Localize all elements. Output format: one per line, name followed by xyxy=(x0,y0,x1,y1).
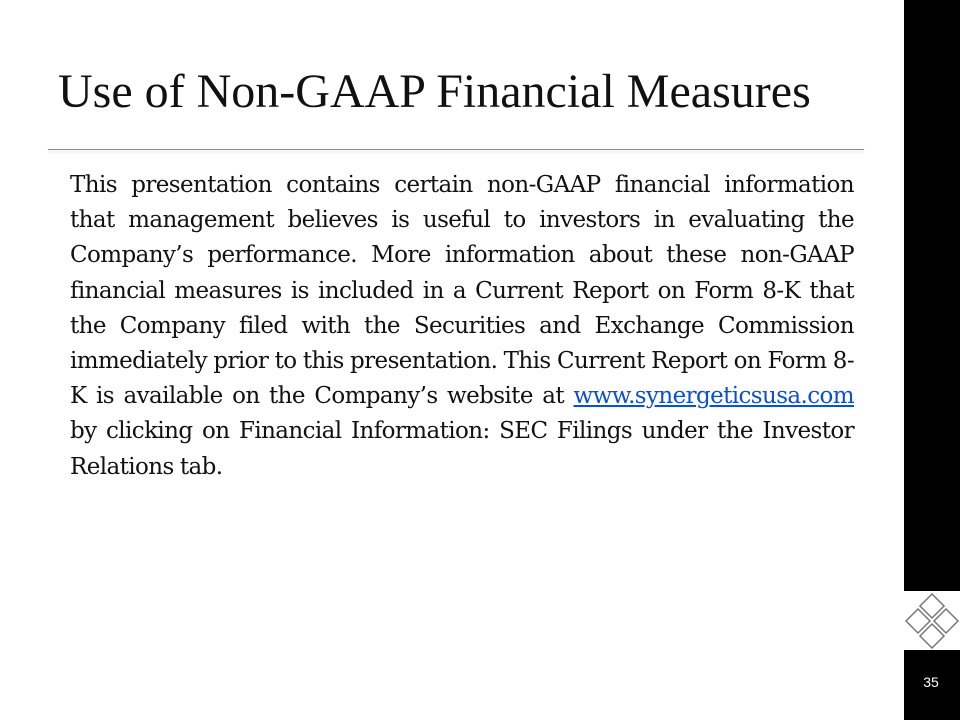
body-paragraph xyxy=(70,168,854,485)
website-link[interactable]: www.synergeticsusa.com xyxy=(573,383,854,410)
diamond-logo-icon xyxy=(904,591,960,650)
slide-title: Use of Non-GAAP Financial Measures xyxy=(58,65,811,118)
body-text-before-link: This presentation contains certain non-GAAP financial information that management believes is useful to investors in evaluating the Company’s performance. More information about these non-GAAP financial measures is included in a Current Report on Form 8-K that the Company filed with the Securities and Exchange Commission immediately prior to this presentation. This Current Report on Form 8-K is available on the Company’s website at xyxy=(70,172,854,410)
body-text-after-link: by clicking on Financial Information: SEC Filings under the Investor Relations tab. xyxy=(70,418,854,480)
page-number-box xyxy=(904,650,960,720)
page-number: 35 xyxy=(923,674,939,690)
title-underline-divider xyxy=(48,149,864,150)
right-sidebar-bar xyxy=(904,0,960,591)
